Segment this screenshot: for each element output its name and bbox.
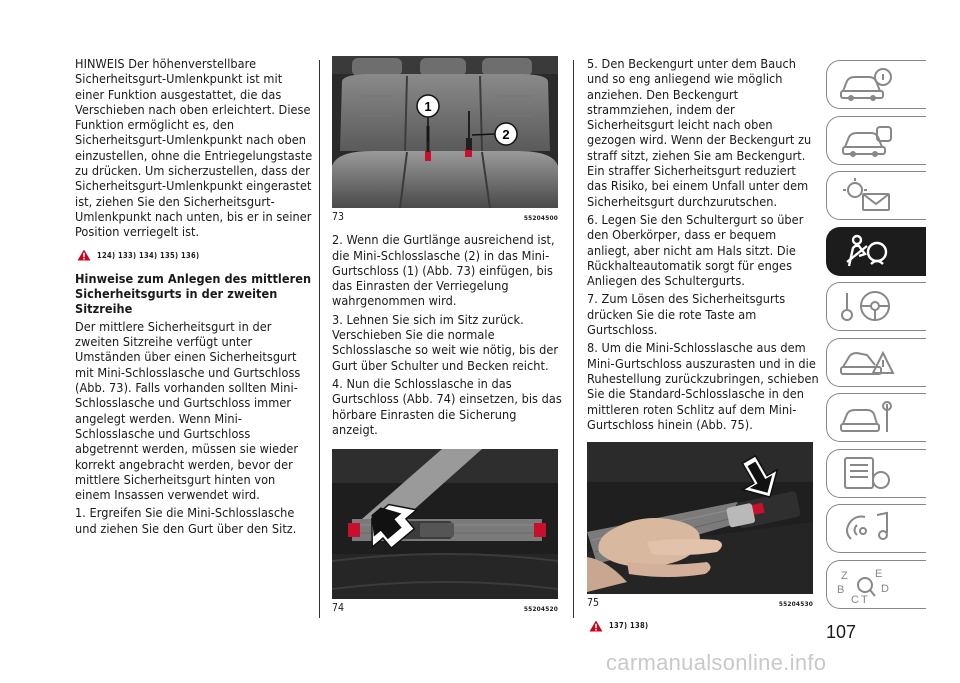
index-letter: D — [881, 582, 889, 595]
middle-column — [332, 56, 562, 623]
step-7: 7. Zum Lösen des Sicherheitsgurts drücken Sie die rote Taste am Gurtschloss. — [587, 291, 786, 338]
right-column — [587, 56, 819, 642]
car-info-icon — [837, 65, 897, 103]
figure-number: 73 — [332, 211, 345, 223]
figure-75-caption — [587, 596, 813, 612]
figure-74-caption — [332, 601, 558, 617]
chapter-sidebar — [826, 60, 926, 615]
tab-dashboard[interactable] — [826, 116, 926, 165]
figure-number: 75 — [587, 597, 600, 610]
warning-refs: 137) 138) — [609, 621, 649, 631]
step-3: 3. Lehnen Sie sich im Sitz zurück. Verschieben Sie die normale Schlosslasche so weit wie nötig, bis der Gurt über Schulter und Becken reicht. — [332, 311, 559, 373]
figure-code: 55204500 — [523, 214, 558, 222]
figure-code: 55204520 — [523, 605, 558, 614]
steering-wheel-icon — [837, 287, 897, 325]
warning-triangle-icon — [77, 249, 91, 261]
emergency-car-icon — [837, 343, 897, 381]
warning-triangle-icon — [589, 620, 603, 632]
callout-1: 1 — [424, 99, 432, 114]
figure-code: 55204530 — [778, 600, 813, 609]
figure-74-photo — [332, 449, 558, 599]
page-number: 107 — [826, 622, 857, 642]
watermark: carmanualsonline.info — [606, 650, 827, 675]
maintenance-car-icon — [837, 398, 897, 436]
callout-2: 2 — [502, 127, 510, 142]
index-icon — [837, 565, 897, 605]
index-letter: E — [875, 567, 883, 580]
car-dashboard-icon — [837, 121, 897, 159]
figure-73-caption — [332, 210, 558, 226]
tab-warning-lights[interactable] — [826, 171, 926, 220]
tab-technical-data[interactable] — [826, 449, 926, 498]
warning-reference — [77, 248, 313, 263]
step-2: 2. Wenn die Gurtlänge ausreichend ist, die Mini-Schlosslasche (2) in das Mini-Gurtschloss (1) (Abb. 73) einfügen, bis das Einrasten der Verriegelung wahrgenommen wird. — [332, 232, 555, 309]
multimedia-icon — [837, 509, 897, 547]
step-1: 1. Ergreifen Sie die Mini-Schlosslasche und ziehen Sie den Gurt über den Sitz. — [75, 505, 297, 536]
warning-refs: 124) 133) 134) 135) 136) — [97, 250, 200, 260]
figure-73-photo — [332, 56, 558, 208]
section-heading: Hinweise zum Anlegen des mittleren Sicherheitsgurts in der zweiten Sitzreihe — [75, 270, 312, 316]
tab-vehicle-info[interactable] — [826, 60, 926, 109]
figure-number: 74 — [332, 602, 345, 615]
index-letter: B — [837, 583, 845, 596]
column-divider — [319, 60, 320, 618]
tab-maintenance[interactable] — [826, 393, 926, 442]
step-6: 6. Legen Sie den Schultergurt so über den Oberkörper, dass er bequem anliegt, aber nicht am Hals sitzt. Die Rückhalteautomatik sorgt für enges Anliegen des Schultergurts. — [587, 211, 804, 289]
tab-multimedia[interactable] — [826, 504, 926, 553]
figure-75-photo — [587, 442, 813, 594]
left-column — [75, 56, 313, 539]
step-8: 8. Um die Mini-Schlosslasche aus dem Mini-Gurtschloss auszurasten und in die Ruhestellung zurückzubringen, schieben Sie die Standard-Schlosslasche in den mittleren roten Schlitz auf dem Mini-Gurtschloss hinein (Abb. 75). — [587, 340, 819, 432]
seat-airbag-icon — [837, 232, 897, 270]
body-paragraph: Der mittlere Sicherheitsgurt in der zweiten Sitzreihe verfügt unter Umständen über einen Sicherheitsgurt mit Mini-Schlosslasche und Gurtschloss (Abb. 73). Falls vorhanden sollten Mini-Schlosslasche und Gurtschloss immer angelegt werden. Wenn Mini-Schlosslasche und Gurtschloss abgetrennt werden, müssen sie wieder korrekt angebracht werden, bevor der mittlere Sicherheitsgurt hinten von einem Insassen verwendet wird. — [75, 318, 301, 503]
note-paragraph: HINWEIS Der höhenverstellbare Sicherheitsgurt-Umlenkpunkt ist mit einer Funktion ausgestattet, die das Verschieben nach oben erleichtert. Diese Funktion ermöglicht es, den Sicherheitsgurt-Umlenkpunkt nach oben einzustellen, ohne die Entriegelungstaste zu drücken. Um sicherzustellen, dass der Sicherheitsgurt-Umlenkpunkt eingerastet ist, ziehen Sie den Sicherheitsgurt-Umlenkpunkt nach unten, bis er in seiner Position verriegelt ist. — [75, 56, 313, 240]
tab-safety[interactable] — [826, 227, 926, 276]
tab-emergency[interactable] — [826, 338, 926, 387]
warning-reference — [589, 618, 819, 633]
warning-lights-icon — [837, 176, 897, 214]
step-4: 4. Nun die Schlosslasche in das Gurtschloss (Abb. 74) einsetzen, bis das hörbare Einrasten die Sicherung anzeigt. — [332, 375, 562, 437]
index-letter: C — [851, 593, 859, 605]
index-letter: Z — [841, 569, 848, 582]
tab-index[interactable] — [826, 560, 926, 609]
tab-driving[interactable] — [826, 282, 926, 331]
step-5: 5. Den Beckengurt unter dem Bauch und so eng anliegend wie möglich anziehen. Den Beckengurt strammziehen, indem der Sicherheitsgurt leicht nach oben gezogen wird. Wenn der Beckengurt zu straff sitzt, ziehen Sie am Beckengurt. Ein straffer Sicherheitsgurt reduziert das Risiko, bei einem Unfall unter dem Sicherheitsgurt durchzurutschen. — [587, 56, 812, 209]
column-divider — [573, 60, 574, 618]
technical-data-icon — [837, 454, 897, 492]
index-letter: T — [861, 593, 868, 605]
